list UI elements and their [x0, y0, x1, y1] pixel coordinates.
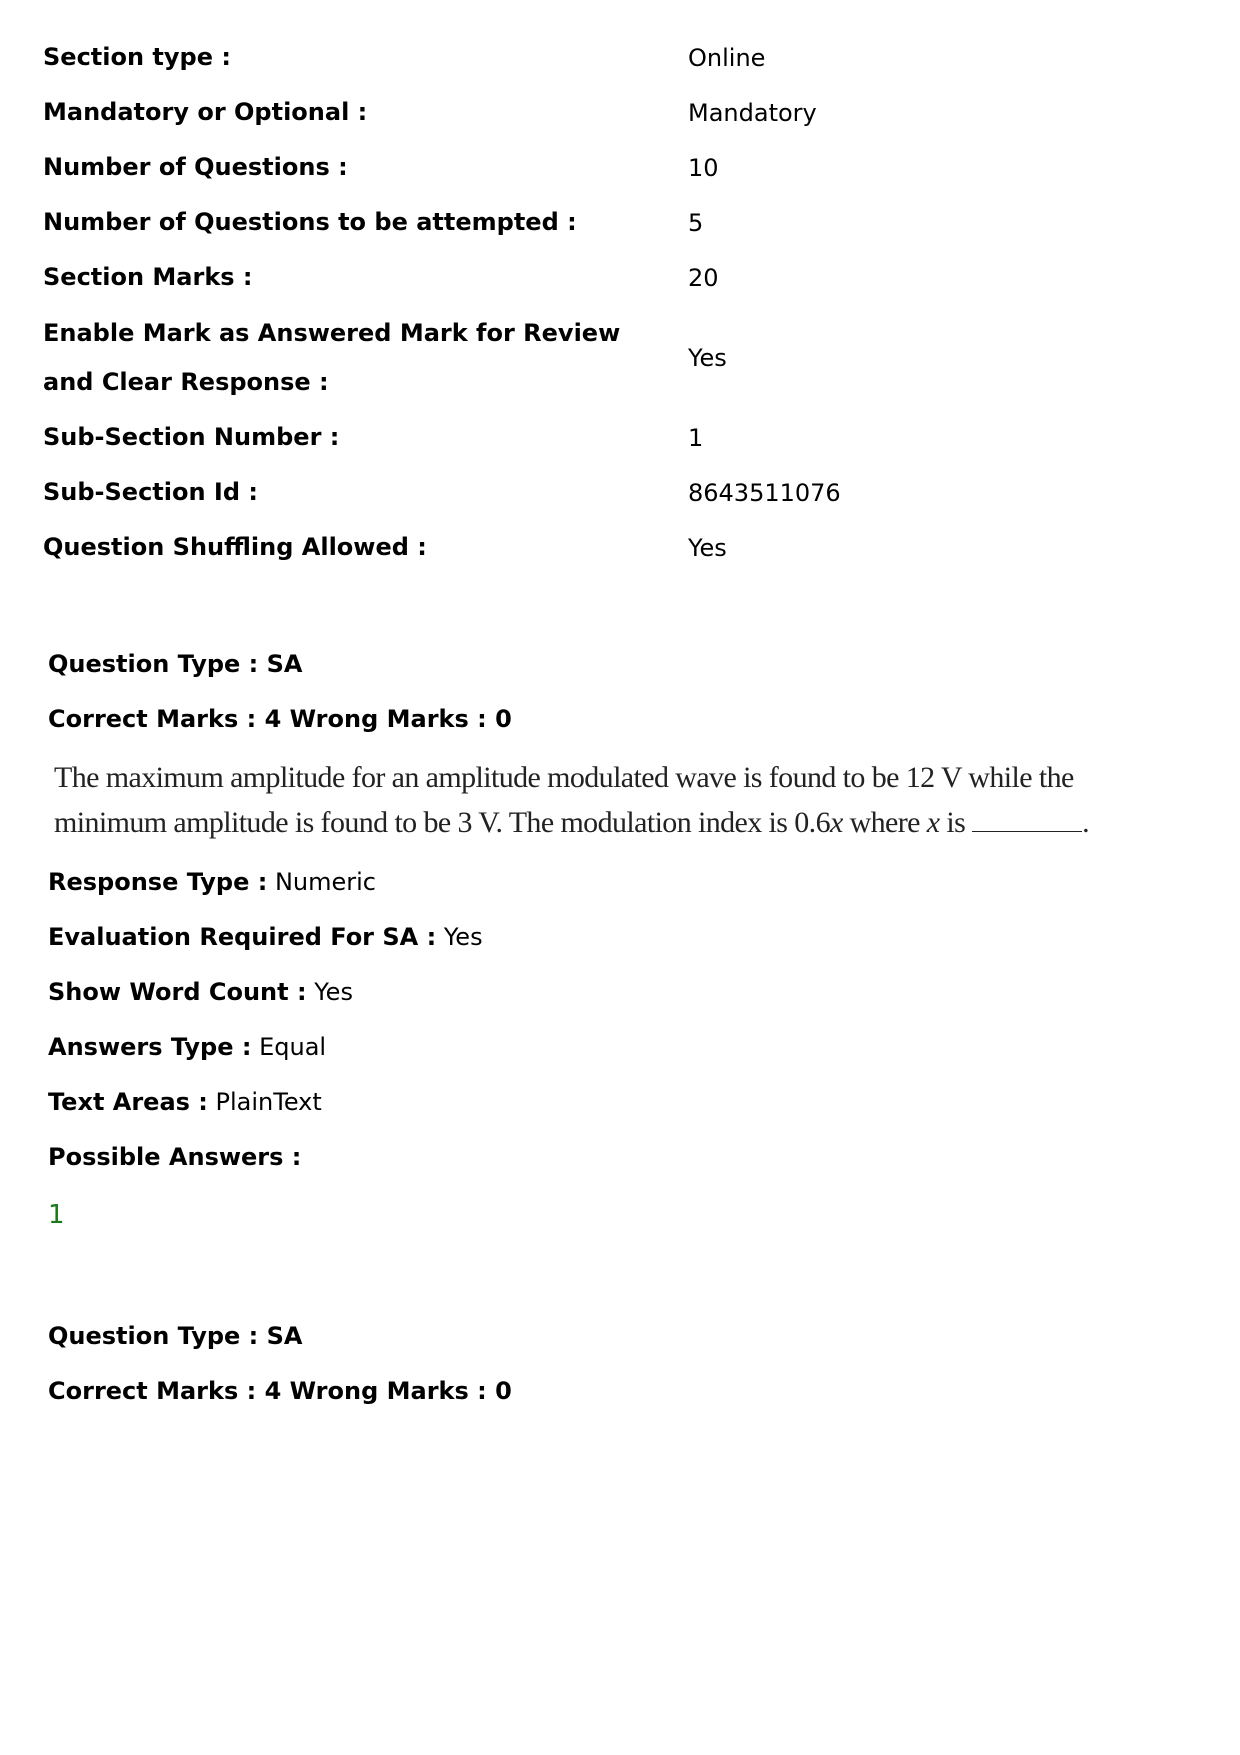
info-label: Enable Mark as Answered Mark for Review and Clear Response :	[43, 318, 621, 396]
info-row-section-type	[43, 30, 1193, 85]
question-marks: Correct Marks : 4 Wrong Marks : 0	[48, 1377, 512, 1405]
info-value: 8643511076	[688, 478, 841, 507]
info-label: Section Marks :	[43, 263, 253, 291]
info-row-shuffling	[43, 520, 1193, 575]
info-label: Sub-Section Id :	[43, 478, 258, 506]
question-stem: The maximum amplitude for an amplitude modulated wave is found to be 12 V while the minimum amplitude is found to be 3 V. The modulation index is 0.6x where x is .	[54, 761, 1090, 839]
info-row-enable-mark	[43, 305, 1193, 410]
info-row-num-attempted	[43, 195, 1193, 250]
info-value: 1	[688, 423, 704, 452]
question-marks: Correct Marks : 4 Wrong Marks : 0	[48, 705, 512, 733]
answer-blank	[972, 805, 1082, 832]
info-value: 20	[688, 263, 719, 292]
question-type: Question Type : SA	[48, 1322, 303, 1350]
text-areas: Text Areas : PlainText	[48, 1088, 322, 1116]
question-block-2	[48, 1309, 1148, 1419]
info-label: Mandatory or Optional :	[43, 98, 368, 126]
info-row-subsection-number	[43, 410, 1193, 465]
info-row-section-marks	[43, 250, 1193, 305]
evaluation-required: Evaluation Required For SA : Yes	[48, 923, 483, 951]
info-value: Yes	[688, 533, 727, 562]
info-label: Number of Questions to be attempted :	[43, 208, 577, 236]
answers-type: Answers Type : Equal	[48, 1033, 327, 1061]
info-label: Sub-Section Number :	[43, 423, 340, 451]
question-block-1	[48, 637, 1148, 1245]
info-row-subsection-id	[43, 465, 1193, 520]
show-word-count: Show Word Count : Yes	[48, 978, 353, 1006]
info-value: 10	[688, 153, 719, 182]
possible-answers-label: Possible Answers :	[48, 1143, 302, 1171]
info-label: Section type :	[43, 43, 231, 71]
info-label: Question Shuffling Allowed :	[43, 533, 427, 561]
info-row-num-questions	[43, 140, 1193, 195]
info-value: Yes	[688, 343, 727, 372]
info-value: Online	[688, 43, 766, 72]
response-type: Response Type : Numeric	[48, 868, 376, 896]
section-info-table	[43, 30, 1193, 575]
info-value: 5	[688, 208, 704, 237]
info-label: Number of Questions :	[43, 153, 348, 181]
info-value: Mandatory	[688, 98, 817, 127]
question-type: Question Type : SA	[48, 650, 303, 678]
possible-answer: 1	[48, 1200, 65, 1230]
info-row-mandatory	[43, 85, 1193, 140]
